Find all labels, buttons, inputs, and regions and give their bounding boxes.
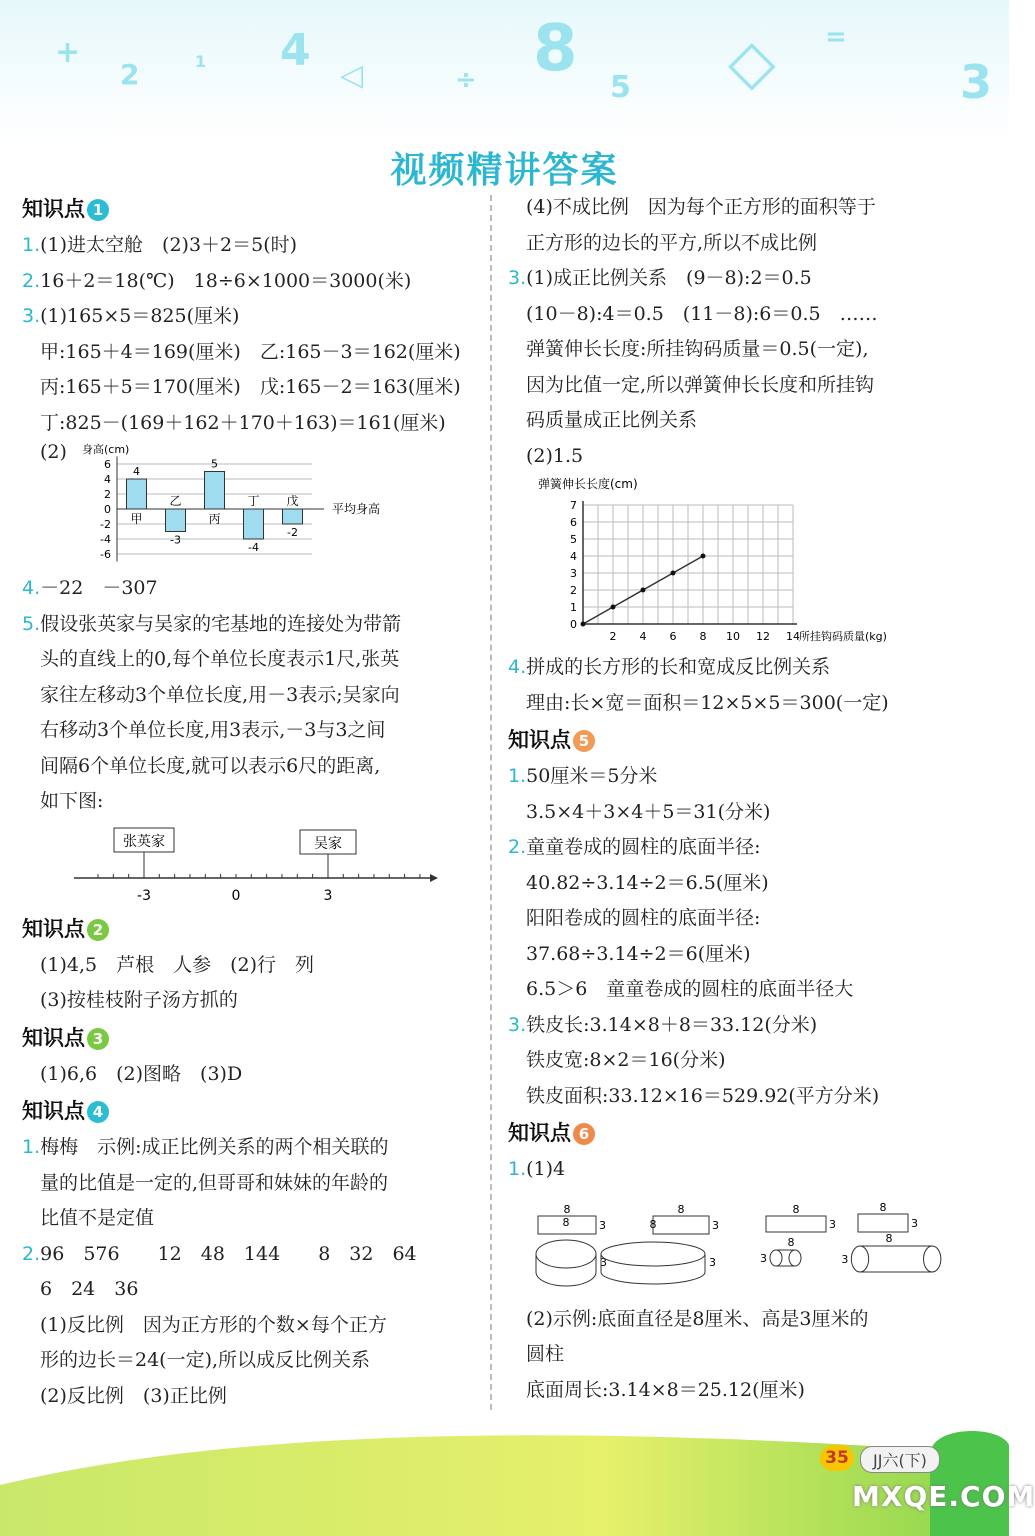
chart-ylabel: 身高(cm) [82, 443, 130, 456]
diamond-decoration: ◇ [728, 25, 776, 98]
answer-text: (1)进太空舱 (2)3＋2＝5(时) [40, 234, 298, 256]
answer-line: 因为比值一定,所以弹簧伸长长度和所挂钩 [526, 373, 875, 396]
section-heading-text: 知识点 [22, 1099, 85, 1123]
dimension-label: 8 [562, 1215, 570, 1229]
y-tick-label: 2 [104, 488, 111, 501]
y-tick-label: 4 [104, 473, 111, 486]
bar-value-label: 5 [211, 457, 218, 471]
answer-line: 丙:165＋5＝170(厘米) 戊:165－2＝163(厘米) [40, 376, 461, 398]
dimension-label: 8 [885, 1231, 893, 1245]
dimension-label: 3 [829, 1217, 836, 1231]
column-divider [490, 195, 492, 1410]
question-number: 1. [508, 765, 527, 787]
digit-5-decoration: 5 [610, 70, 631, 105]
data-point [611, 605, 616, 610]
answer-line: 铁皮面积:33.12×16＝529.92(平方分米) [526, 1084, 880, 1107]
cylinder-bottom [536, 1272, 596, 1286]
y-tick-label: 2 [570, 584, 577, 597]
bar-name-label: 丙 [208, 512, 221, 526]
chart-xlabel: 所挂钩码质量(kg) [799, 630, 887, 643]
answer-text: 铁皮长:3.14×8＋8＝33.12(分米) [526, 1013, 818, 1036]
y-tick-label: 4 [570, 550, 577, 563]
y-tick-label: 3 [570, 567, 577, 580]
page-title: 视频精讲答案 [390, 150, 619, 191]
left-column [22, 190, 477, 1414]
cylinder-end [770, 1250, 782, 1266]
section-badge: 5 [573, 730, 595, 752]
tick-label: -3 [137, 887, 151, 904]
cylinder-top [536, 1240, 596, 1268]
y-tick-label: -6 [100, 548, 111, 561]
answer-line [22, 607, 477, 643]
chart-ylabel: 弹簧伸长长度(cm) [538, 477, 638, 491]
bar [166, 509, 186, 532]
question-number: 1. [22, 1136, 41, 1158]
dimension-label: 3 [760, 1251, 767, 1265]
digit-3-decoration: 3 [960, 55, 993, 109]
answer-line: 理由:长×宽＝面积＝12×5×5＝300(一定) [526, 691, 889, 714]
right-column [508, 190, 988, 1408]
edition-label: JJ六(下) [860, 1446, 940, 1473]
answer-line [22, 264, 477, 300]
answer-line [508, 650, 988, 686]
answer-line: 头的直线上的0,每个单位长度表示1尺,张英 [40, 648, 400, 670]
rectangle-shape [858, 1214, 908, 1232]
answer-line: 家往左移动3个单位长度,用－3表示;吴家向 [40, 683, 400, 706]
digit-8-decoration: 8 [533, 12, 578, 86]
answer-text: 假设张英家与吴家的宅基地的连接处为带箭 [40, 612, 402, 635]
answer-line: (2)反比例 (3)正比例 [40, 1384, 227, 1407]
answer-line: (1)4,5 芦根 人参 (2)行 列 [40, 953, 315, 976]
section-badge: 1 [87, 199, 109, 221]
answer-text: 16＋2＝18(℃) 18÷6×1000＝3000(米) [40, 269, 412, 292]
x-tick-label: 4 [639, 630, 647, 643]
y-tick-label: 6 [570, 516, 577, 529]
watermark-text: MXQE.COM [852, 1480, 1035, 1513]
page-number: 35 [820, 1445, 854, 1471]
answer-line: (4)不成比例 因为每个正方形的面积等于 [526, 196, 876, 218]
data-point [671, 571, 676, 576]
section-heading-text: 知识点 [22, 197, 85, 221]
bar [205, 472, 225, 510]
rectangle-shape [766, 1216, 826, 1232]
section-heading-text: 知识点 [22, 1025, 85, 1050]
x-tick-label: 12 [756, 630, 770, 643]
x-tick-label: 14 [786, 630, 800, 643]
y-tick-label: 0 [104, 503, 111, 516]
bar-value-label: -3 [170, 533, 181, 547]
answer-line: (1)反比例 因为正方形的个数×每个正方 [40, 1313, 387, 1336]
section-heading-text: 知识点 [22, 916, 85, 941]
number-line-arrow [430, 874, 438, 882]
height-chart-block [22, 441, 477, 571]
dimension-label: 8 [787, 1235, 795, 1249]
answer-line: 丁:825－(169＋162＋170＋163)＝161(厘米) [40, 411, 446, 434]
question-number: 1. [508, 1158, 527, 1180]
answer-text: (1)4 [526, 1158, 566, 1180]
answer-line: 3.5×4＋3×4＋5＝31(分米) [526, 800, 771, 823]
dimension-label: 3 [911, 1216, 918, 1230]
y-tick-label: 1 [570, 601, 577, 614]
answer-line: 间隔6个单位长度,就可以表示6尺的距离, [40, 754, 381, 777]
y-tick-label: 6 [104, 458, 111, 471]
digit-1-decoration: 1 [195, 52, 207, 71]
bar [244, 509, 264, 539]
cylinder-top [601, 1242, 705, 1266]
dimension-label: 8 [563, 1202, 571, 1216]
answer-line: 铁皮宽:8×2＝16(分米) [526, 1049, 726, 1071]
answer-text: －22 －307 [40, 577, 158, 599]
cylinder-end [851, 1246, 868, 1272]
tick-label: 0 [231, 887, 241, 904]
answer-line: 阳阳卷成的圆柱的底面半径: [526, 907, 761, 929]
answer-text: 50厘米＝5分米 [526, 765, 658, 787]
equals-decoration: = [825, 22, 847, 52]
cylinder-end [924, 1246, 941, 1272]
section-badge: 2 [87, 919, 109, 941]
cylinder-end [789, 1250, 801, 1266]
answer-line: 弹簧伸长长度:所挂钩码质量＝0.5(一定), [526, 338, 869, 360]
answer-line: (3)按桂枝附子汤方抓的 [40, 989, 238, 1011]
answer-line: 6.5＞6 童童卷成的圆柱的底面半径大 [526, 978, 854, 1000]
answer-line: 正方形的边长的平方,所以不成比例 [526, 231, 818, 254]
dimension-label: 3 [600, 1255, 607, 1269]
top-banner [0, 0, 1009, 140]
question-number: 3. [22, 305, 41, 327]
section-heading-3 [22, 1019, 477, 1057]
triangle-decoration: ◁ [340, 58, 364, 93]
answer-line: 40.82÷3.14÷2＝6.5(厘米) [526, 871, 769, 894]
question-number: 3. [508, 267, 527, 289]
answer-line: (10－8):4＝0.5 (11－8):6＝0.5 …… [526, 302, 878, 325]
answer-line [22, 1130, 477, 1166]
footer-wave [0, 1415, 1009, 1536]
data-point [641, 588, 646, 593]
section-heading-4 [22, 1092, 477, 1130]
x-tick-label: 8 [699, 630, 707, 643]
answer-line: 37.68÷3.14÷2＝6(厘米) [526, 942, 751, 965]
zhangying-label: 张英家 [123, 833, 165, 850]
section-heading-1 [22, 190, 477, 228]
question-number: 1. [22, 234, 41, 256]
y-tick-label: -4 [100, 533, 111, 546]
answer-text: 96 576 12 48 144 8 32 64 [40, 1242, 417, 1265]
answer-text: 拼成的长方形的长和宽成反比例关系 [526, 656, 831, 678]
answer-line: 比值不是定值 [40, 1207, 155, 1229]
answer-line: 形的边长＝24(一定),所以成反比例关系 [40, 1349, 371, 1371]
bar-value-label: 4 [133, 465, 140, 478]
section-heading-6 [508, 1114, 988, 1152]
bar-name-label: 乙 [169, 494, 182, 508]
answer-text: (1)成正比例关系 (9－8):2＝0.5 [526, 267, 812, 289]
answer-line: 右移动3个单位长度,用3表示,－3与3之间 [40, 719, 386, 741]
cylinder-diagrams [508, 1188, 948, 1298]
data-point [581, 622, 586, 627]
answer-line: (1)6,6 (2)图略 (3)D [40, 1062, 243, 1085]
y-tick-label: 7 [570, 499, 577, 512]
answer-line [508, 830, 988, 866]
answer-line: 码质量成正比例关系 [526, 409, 698, 431]
section-heading-5 [508, 721, 988, 759]
y-tick-label: -2 [100, 518, 111, 531]
tick-label: 3 [323, 887, 333, 904]
bar-value-label: -2 [287, 526, 298, 539]
number-line-diagram [22, 820, 462, 906]
y-tick-label: 5 [570, 533, 577, 546]
plus-decoration: + [55, 35, 81, 70]
question-number: 4. [22, 577, 41, 599]
section-badge: 3 [87, 1028, 109, 1050]
answer-line [508, 261, 988, 297]
cylinder-bottom [601, 1272, 705, 1284]
answer-text: (2) [40, 441, 67, 463]
digit-4-decoration: 4 [280, 25, 311, 76]
answer-text: 童童卷成的圆柱的底面半径: [526, 836, 761, 858]
answer-line [22, 228, 477, 264]
question-number: 3. [508, 1013, 527, 1036]
bar-name-label: 丁 [247, 494, 260, 508]
bar-name-label: 戊 [286, 494, 299, 508]
rectangle-shape [653, 1216, 709, 1234]
question-number: 2. [508, 836, 527, 858]
section-badge: 4 [87, 1101, 109, 1123]
section-heading-text: 知识点 [508, 728, 571, 752]
origin-label: 0 [570, 618, 577, 631]
dimension-label: 3 [709, 1255, 716, 1269]
dimension-label: 8 [792, 1202, 800, 1216]
question-number: 2. [22, 269, 41, 292]
answer-line: (2)1.5 [526, 444, 584, 467]
question-number: 2. [22, 1242, 41, 1265]
x-tick-label: 6 [669, 630, 677, 643]
answer-line [508, 1152, 988, 1188]
dimension-label: 3 [841, 1252, 849, 1266]
x-tick-label: 2 [609, 630, 617, 643]
answer-line: (2)示例:底面直径是8厘米、高是3厘米的 [526, 1307, 869, 1330]
answer-line: 量的比值是一定的,但哥哥和妹妹的年龄的 [40, 1171, 389, 1194]
bar-name-label: 甲 [130, 512, 143, 526]
dimension-label: 8 [879, 1200, 887, 1214]
answer-line [508, 759, 988, 795]
digit-2-decoration: 2 [120, 58, 140, 91]
dimension-label: 3 [712, 1218, 719, 1232]
spring-line-chart [508, 474, 978, 646]
bar-value-label: -4 [248, 541, 259, 554]
answer-line [22, 571, 477, 607]
dimension-label: 8 [649, 1217, 657, 1231]
wu-label: 吴家 [314, 835, 342, 852]
bar [127, 479, 147, 509]
divide-decoration: ÷ [455, 65, 477, 95]
data-point [701, 554, 706, 559]
height-bar-chart [22, 441, 442, 571]
answer-line [22, 1237, 477, 1273]
bar [283, 509, 303, 524]
dimension-label: 8 [677, 1202, 685, 1216]
answer-line: 如下图: [40, 790, 104, 812]
section-badge: 6 [573, 1123, 595, 1145]
answer-line: 底面周长:3.14×8＝25.12(厘米) [526, 1378, 805, 1401]
answer-line [22, 299, 477, 335]
answer-line: 甲:165＋4＝169(厘米) 乙:165－3＝162(厘米) [40, 340, 461, 363]
question-number: 4. [508, 656, 527, 678]
answer-line [508, 1008, 988, 1044]
section-heading-text: 知识点 [508, 1121, 571, 1145]
section-heading-2 [22, 910, 477, 948]
answer-line: 圆柱 [526, 1343, 565, 1365]
dimension-label: 3 [599, 1218, 606, 1232]
answer-text: (1)165×5＝825(厘米) [40, 305, 240, 327]
reference-label: 平均身高 [332, 502, 381, 516]
x-tick-label: 10 [726, 630, 740, 643]
question-number: 5. [22, 612, 41, 635]
answer-line: 6 24 36 [40, 1278, 139, 1300]
answer-text: 梅梅 示例:成正比例关系的两个相关联的 [40, 1136, 389, 1158]
